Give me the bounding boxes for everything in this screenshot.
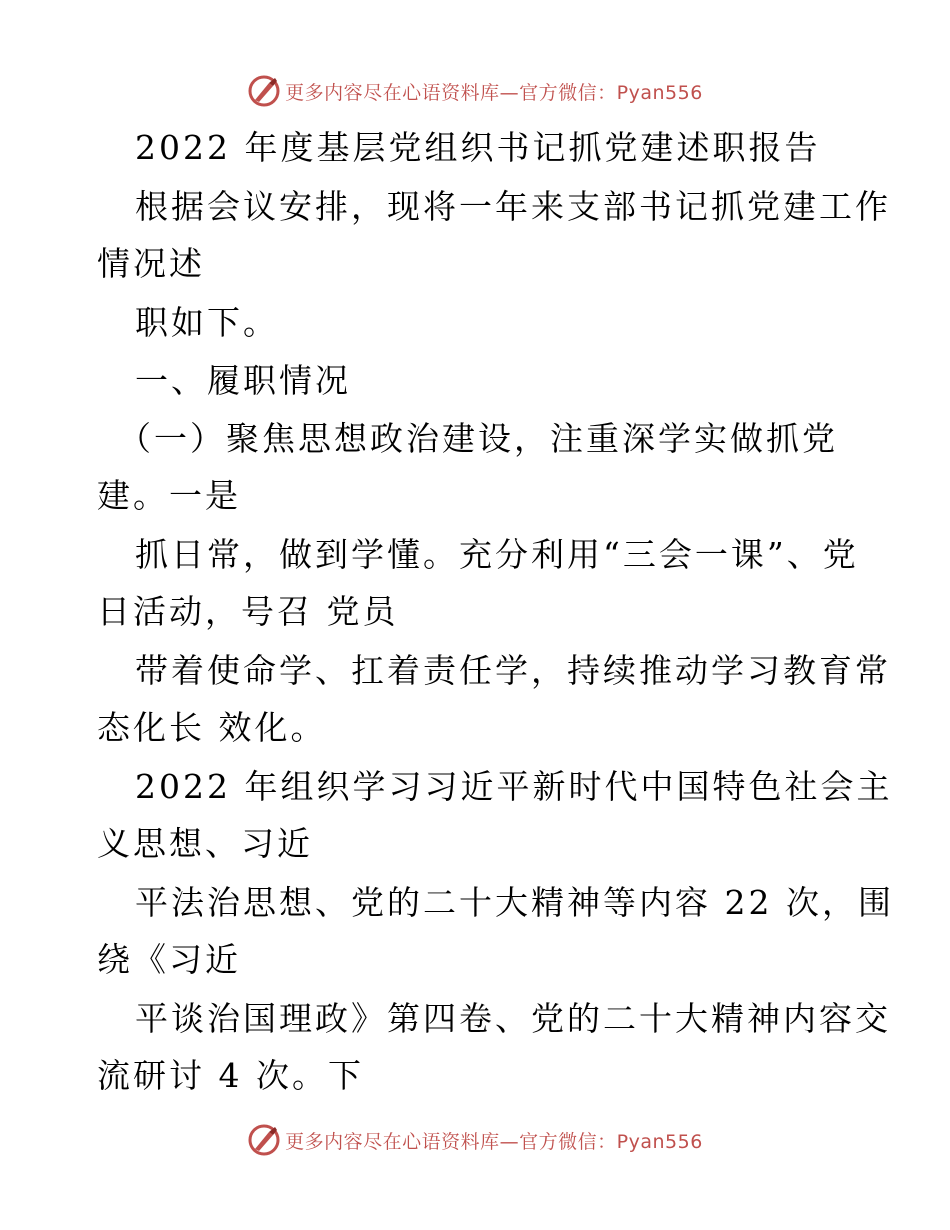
watermark-header <box>0 71 950 111</box>
paragraph-line: 绕《习近 <box>97 940 241 979</box>
paragraph-line: 职如下。 <box>135 303 279 342</box>
paragraph-line: 建。一是 <box>97 476 241 515</box>
paragraph-line: 义思想、习近 <box>97 824 313 863</box>
watermark-text: 更多内容尽在心语资料库—官方微信：Pyan556 <box>285 1130 703 1153</box>
paragraph-line: 2022 年组织学习习近平新时代中国特色社会主 <box>135 767 893 806</box>
paragraph-line: 平谈治国理政》第四卷、党的二十大精神内容交 <box>135 999 891 1038</box>
paragraph-line: 带着使命学、扛着责任学，持续推动学习教育常 <box>135 651 891 690</box>
paragraph-line: 平法治思想、党的二十大精神等内容 22 次，围 <box>135 883 894 922</box>
quill-logo-icon <box>247 74 281 108</box>
watermark-text: 更多内容尽在心语资料库—官方微信：Pyan556 <box>285 81 703 104</box>
paragraph-line: 情况述 <box>97 244 205 283</box>
paragraph-line: 日活动，号召 党员 <box>97 592 399 631</box>
quill-logo-icon <box>247 1123 281 1157</box>
paragraph-line: 态化长 效化。 <box>97 708 327 747</box>
document-title: 2022 年度基层党组织书记抓党建述职报告 <box>135 128 821 167</box>
subsection-heading: （一）聚焦思想政治建设，注重深学实做抓党 <box>118 419 838 458</box>
paragraph-line: 流研讨 4 次。下 <box>97 1056 364 1095</box>
section-heading: 一、履职情况 <box>135 361 351 400</box>
paragraph-line: 抓日常，做到学懂。充分利用“三会一课”、党 <box>135 535 859 574</box>
watermark-footer <box>0 1120 950 1160</box>
paragraph-line: 根据会议安排，现将一年来支部书记抓党建工作 <box>135 187 891 226</box>
